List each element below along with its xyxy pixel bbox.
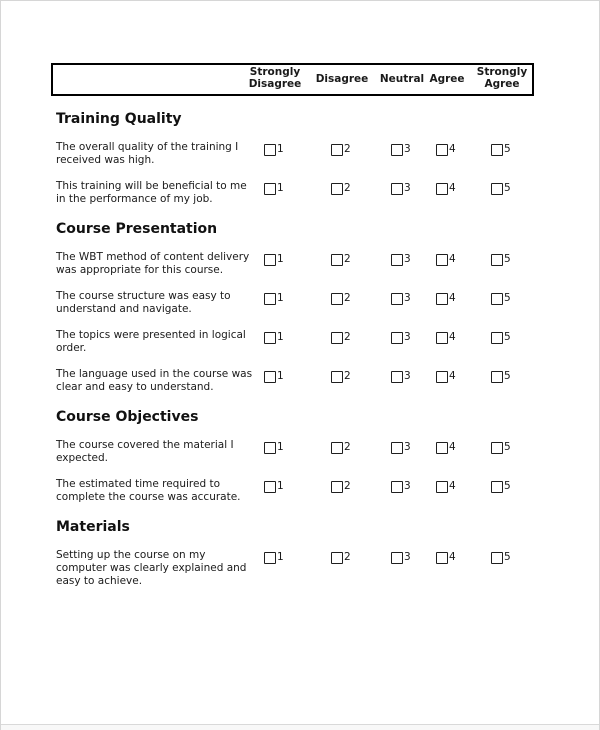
checkbox-number-label: 4 — [449, 182, 456, 194]
rating-cell — [436, 549, 491, 588]
checkbox-number-label: 5 — [504, 551, 511, 563]
checkbox-option-5[interactable] — [491, 253, 511, 266]
rating-cell — [331, 329, 391, 355]
rating-cell — [391, 368, 436, 394]
checkbox-square-icon — [436, 552, 448, 564]
checkbox-number-label: 2 — [344, 292, 351, 304]
checkbox-number-label: 3 — [404, 292, 411, 304]
checkbox-square-icon — [391, 371, 403, 383]
rating-cell — [264, 180, 331, 206]
checkbox-option-1[interactable] — [264, 441, 284, 454]
checkbox-option-4[interactable] — [436, 331, 456, 344]
rating-scale-header — [51, 63, 534, 96]
checkbox-number-label: 2 — [344, 441, 351, 453]
rating-cell — [331, 549, 391, 588]
checkbox-option-4[interactable] — [436, 143, 456, 156]
rating-cell — [436, 478, 491, 504]
questionnaire-body — [56, 111, 599, 588]
checkbox-option-1[interactable] — [264, 331, 284, 344]
statement-text: This training will be beneficial to me in the performance of my job. — [56, 179, 247, 205]
checkbox-number-label: 1 — [277, 480, 284, 492]
checkbox-square-icon — [436, 442, 448, 454]
checkbox-number-label: 2 — [344, 480, 351, 492]
checkbox-option-3[interactable] — [391, 441, 411, 454]
checkbox-square-icon — [264, 332, 276, 344]
rating-cell — [264, 290, 331, 316]
statement-row — [56, 549, 599, 588]
rating-cell — [264, 439, 331, 465]
rating-cell — [436, 290, 491, 316]
checkbox-option-3[interactable] — [391, 182, 411, 195]
rating-cell — [331, 180, 391, 206]
checkbox-number-label: 3 — [404, 441, 411, 453]
checkbox-option-1[interactable] — [264, 292, 284, 305]
checkbox-option-2[interactable] — [331, 292, 351, 305]
column-header-label: Neutral — [379, 73, 425, 85]
checkbox-square-icon — [436, 293, 448, 305]
checkbox-option-1[interactable] — [264, 182, 284, 195]
column-header-label: Disagree — [315, 73, 369, 85]
checkbox-number-label: 2 — [344, 143, 351, 155]
section-heading: Course Presentation — [56, 220, 218, 237]
checkbox-number-label: 3 — [404, 143, 411, 155]
statement-text: The WBT method of content delivery was appropriate for this course. — [56, 250, 250, 276]
checkbox-square-icon — [391, 481, 403, 493]
checkbox-square-icon — [491, 254, 503, 266]
rating-cell — [491, 141, 532, 167]
rating-cell — [264, 478, 331, 504]
statement-text: The language used in the course was clear and easy to understand. — [56, 367, 253, 393]
checkbox-number-label: 1 — [277, 441, 284, 453]
checkbox-number-label: 4 — [449, 441, 456, 453]
checkbox-square-icon — [436, 481, 448, 493]
header-statement-spacer — [53, 67, 264, 91]
checkbox-option-5[interactable] — [491, 331, 511, 344]
checkbox-number-label: 2 — [344, 182, 351, 194]
checkbox-option-3[interactable] — [391, 253, 411, 266]
statement-text: The course structure was easy to understand and navigate. — [56, 289, 231, 315]
checkbox-number-label: 2 — [344, 253, 351, 265]
checkbox-square-icon — [491, 552, 503, 564]
checkbox-square-icon — [436, 144, 448, 156]
rating-cell — [264, 549, 331, 588]
rating-cell — [491, 368, 532, 394]
checkbox-square-icon — [264, 481, 276, 493]
statement-text: The estimated time required to complete the course was accurate. — [56, 477, 241, 503]
checkbox-option-1[interactable] — [264, 370, 284, 383]
checkbox-square-icon — [331, 144, 343, 156]
checkbox-square-icon — [391, 183, 403, 195]
checkbox-number-label: 1 — [277, 253, 284, 265]
checkbox-option-5[interactable] — [491, 480, 511, 493]
checkbox-option-4[interactable] — [436, 551, 456, 564]
checkbox-number-label: 5 — [504, 253, 511, 265]
rating-cell — [491, 290, 532, 316]
rating-cell — [331, 368, 391, 394]
checkbox-option-3[interactable] — [391, 143, 411, 156]
checkbox-option-5[interactable] — [491, 292, 511, 305]
checkbox-number-label: 3 — [404, 182, 411, 194]
checkbox-number-label: 5 — [504, 331, 511, 343]
rating-cell — [436, 439, 491, 465]
checkbox-number-label: 3 — [404, 253, 411, 265]
checkbox-square-icon — [331, 552, 343, 564]
checkbox-square-icon — [331, 183, 343, 195]
checkbox-option-5[interactable] — [491, 143, 511, 156]
checkbox-square-icon — [264, 552, 276, 564]
checkbox-number-label: 1 — [277, 292, 284, 304]
checkbox-option-2[interactable] — [331, 143, 351, 156]
checkbox-square-icon — [391, 552, 403, 564]
rating-cell — [391, 329, 436, 355]
rating-cell — [391, 290, 436, 316]
checkbox-option-3[interactable] — [391, 331, 411, 344]
checkbox-option-1[interactable] — [264, 143, 284, 156]
checkbox-option-2[interactable] — [331, 331, 351, 344]
statement-row — [56, 290, 599, 316]
checkbox-square-icon — [491, 442, 503, 454]
checkbox-option-4[interactable] — [436, 182, 456, 195]
checkbox-square-icon — [264, 254, 276, 266]
page-bottom-edge — [1, 724, 599, 730]
checkbox-square-icon — [491, 293, 503, 305]
checkbox-square-icon — [436, 254, 448, 266]
section-heading: Materials — [56, 518, 130, 535]
rating-cell — [436, 180, 491, 206]
checkbox-option-3[interactable] — [391, 370, 411, 383]
statement-text: The overall quality of the training I received was high. — [56, 140, 239, 166]
rating-cell — [331, 439, 391, 465]
checkbox-square-icon — [331, 332, 343, 344]
checkbox-square-icon — [331, 293, 343, 305]
checkbox-option-1[interactable] — [264, 551, 284, 564]
checkbox-number-label: 1 — [277, 370, 284, 382]
checkbox-option-2[interactable] — [331, 551, 351, 564]
checkbox-number-label: 3 — [404, 480, 411, 492]
checkbox-option-3[interactable] — [391, 551, 411, 564]
checkbox-number-label: 4 — [449, 253, 456, 265]
rating-cell — [436, 329, 491, 355]
rating-cell — [391, 478, 436, 504]
checkbox-square-icon — [491, 332, 503, 344]
checkbox-square-icon — [331, 481, 343, 493]
statement-row — [56, 368, 599, 394]
section-heading: Course Objectives — [56, 408, 199, 425]
checkbox-number-label: 3 — [404, 370, 411, 382]
rating-cell — [491, 251, 532, 277]
checkbox-square-icon — [436, 183, 448, 195]
checkbox-number-label: 1 — [277, 331, 284, 343]
checkbox-square-icon — [491, 371, 503, 383]
checkbox-square-icon — [331, 442, 343, 454]
checkbox-square-icon — [436, 332, 448, 344]
statement-text: Setting up the course on my computer was clearly explained and easy to achieve. — [56, 548, 247, 587]
checkbox-option-4[interactable] — [436, 480, 456, 493]
column-header-label: Agree — [429, 73, 465, 85]
checkbox-number-label: 5 — [504, 182, 511, 194]
rating-cell — [331, 141, 391, 167]
rating-cell — [264, 251, 331, 277]
checkbox-number-label: 2 — [344, 331, 351, 343]
checkbox-number-label: 5 — [504, 370, 511, 382]
checkbox-number-label: 2 — [344, 370, 351, 382]
checkbox-number-label: 1 — [277, 182, 284, 194]
checkbox-option-2[interactable] — [331, 182, 351, 195]
rating-cell — [331, 290, 391, 316]
checkbox-square-icon — [391, 442, 403, 454]
rating-cell — [436, 141, 491, 167]
statement-row — [56, 439, 599, 465]
rating-cell — [491, 180, 532, 206]
rating-cell — [391, 251, 436, 277]
rating-cell — [436, 368, 491, 394]
checkbox-square-icon — [264, 293, 276, 305]
checkbox-square-icon — [391, 254, 403, 266]
checkbox-option-4[interactable] — [436, 253, 456, 266]
checkbox-number-label: 4 — [449, 331, 456, 343]
checkbox-number-label: 1 — [277, 143, 284, 155]
column-header-strongly-agree — [476, 66, 532, 91]
checkbox-number-label: 4 — [449, 370, 456, 382]
rating-cell — [491, 478, 532, 504]
column-header-label: Strongly Agree — [476, 66, 528, 90]
checkbox-square-icon — [264, 442, 276, 454]
checkbox-number-label: 5 — [504, 441, 511, 453]
checkbox-option-2[interactable] — [331, 253, 351, 266]
rating-cell — [331, 478, 391, 504]
checkbox-square-icon — [436, 371, 448, 383]
checkbox-option-5[interactable] — [491, 182, 511, 195]
checkbox-number-label: 4 — [449, 143, 456, 155]
rating-cell — [264, 368, 331, 394]
checkbox-option-5[interactable] — [491, 370, 511, 383]
rating-cell — [391, 549, 436, 588]
checkbox-option-4[interactable] — [436, 292, 456, 305]
rating-cell — [491, 549, 532, 588]
checkbox-square-icon — [264, 183, 276, 195]
checkbox-number-label: 5 — [504, 480, 511, 492]
checkbox-option-3[interactable] — [391, 292, 411, 305]
checkbox-square-icon — [331, 254, 343, 266]
rating-cell — [491, 439, 532, 465]
rating-cell — [264, 141, 331, 167]
checkbox-number-label: 1 — [277, 551, 284, 563]
checkbox-option-2[interactable] — [331, 370, 351, 383]
checkbox-square-icon — [391, 144, 403, 156]
checkbox-square-icon — [264, 144, 276, 156]
checkbox-option-3[interactable] — [391, 480, 411, 493]
checkbox-number-label: 3 — [404, 551, 411, 563]
checkbox-option-5[interactable] — [491, 551, 511, 564]
checkbox-option-4[interactable] — [436, 441, 456, 454]
checkbox-option-4[interactable] — [436, 370, 456, 383]
rating-cell — [436, 251, 491, 277]
checkbox-square-icon — [331, 371, 343, 383]
checkbox-square-icon — [491, 481, 503, 493]
rating-cell — [391, 439, 436, 465]
checkbox-square-icon — [391, 293, 403, 305]
checkbox-option-1[interactable] — [264, 253, 284, 266]
rating-cell — [264, 329, 331, 355]
checkbox-square-icon — [491, 183, 503, 195]
checkbox-square-icon — [264, 371, 276, 383]
checkbox-number-label: 3 — [404, 331, 411, 343]
checkbox-number-label: 4 — [449, 292, 456, 304]
statement-row — [56, 478, 599, 504]
checkbox-number-label: 2 — [344, 551, 351, 563]
checkbox-option-2[interactable] — [331, 441, 351, 454]
section-heading: Training Quality — [56, 110, 182, 127]
checkbox-number-label: 4 — [449, 551, 456, 563]
statement-row — [56, 329, 599, 355]
statement-text: The topics were presented in logical order. — [56, 328, 246, 354]
checkbox-square-icon — [491, 144, 503, 156]
checkbox-number-label: 4 — [449, 480, 456, 492]
statement-row — [56, 251, 599, 277]
checkbox-number-label: 5 — [504, 143, 511, 155]
statement-row — [56, 141, 599, 167]
checkbox-square-icon — [391, 332, 403, 344]
rating-cell — [391, 180, 436, 206]
checkbox-option-2[interactable] — [331, 480, 351, 493]
checkbox-option-1[interactable] — [264, 480, 284, 493]
rating-cell — [491, 329, 532, 355]
rating-cell — [331, 251, 391, 277]
column-header-label: Strongly Disagree — [248, 66, 302, 90]
checkbox-option-5[interactable] — [491, 441, 511, 454]
checkbox-number-label: 5 — [504, 292, 511, 304]
rating-cell — [391, 141, 436, 167]
statement-text: The course covered the material I expected. — [56, 438, 234, 464]
statement-row — [56, 180, 599, 206]
